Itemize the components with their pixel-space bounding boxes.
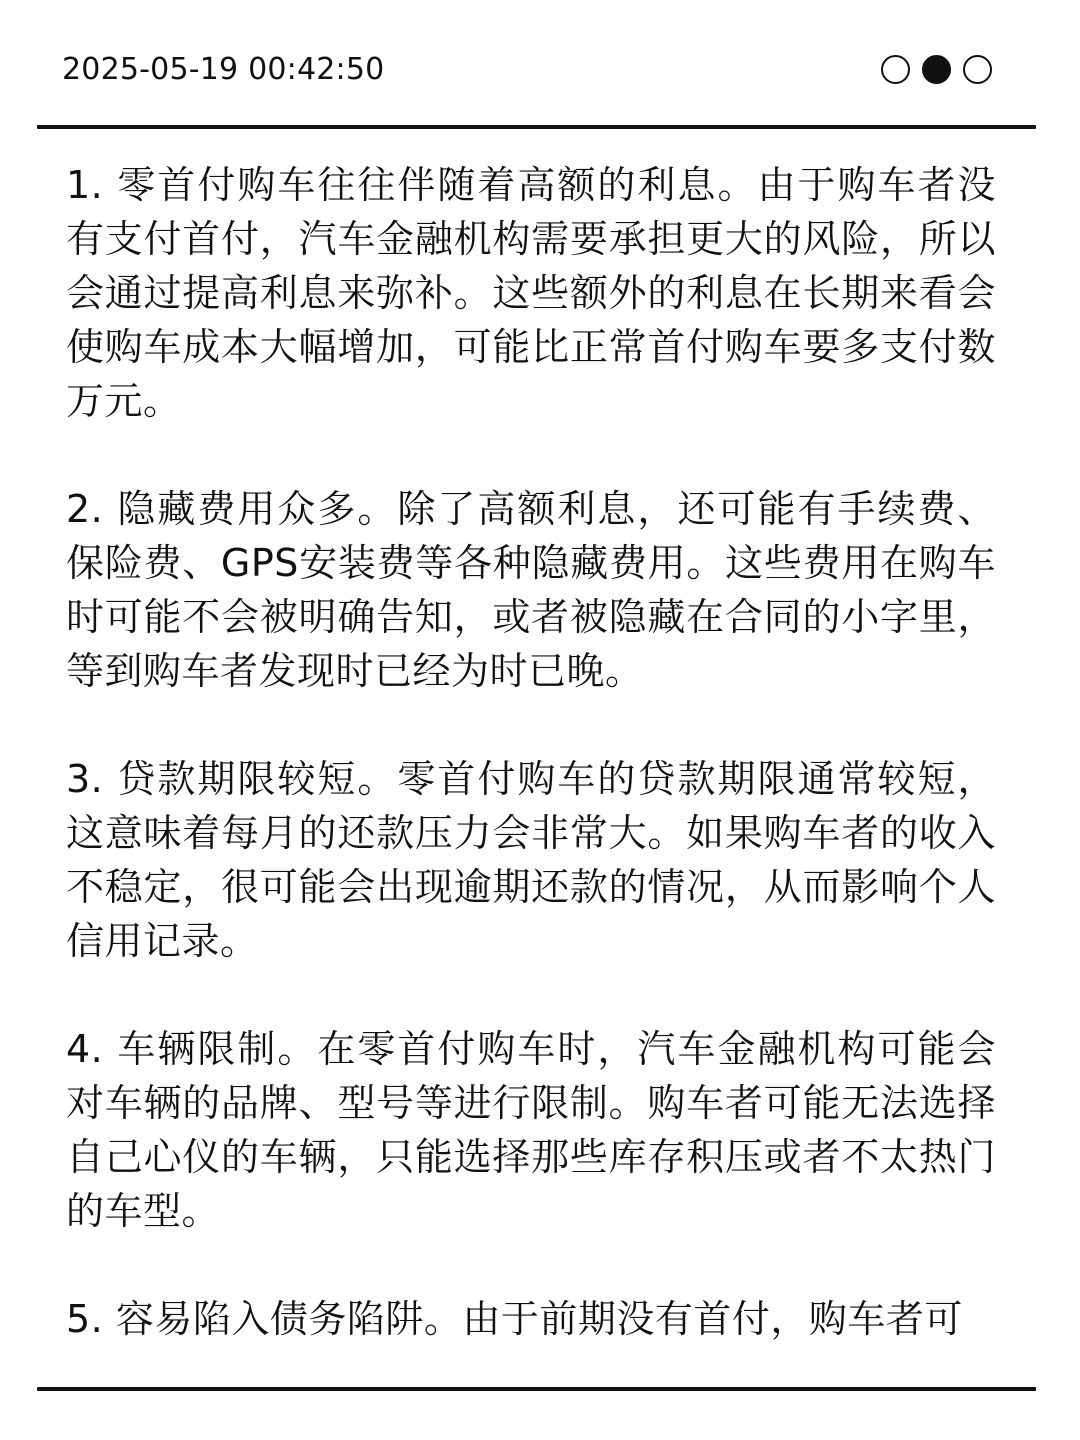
page-indicator	[881, 55, 992, 84]
top-divider	[37, 125, 1036, 129]
paragraph-4: 4. 车辆限制。在零首付购车时，汽车金融机构可能会对车辆的品牌、型号等进行限制。购车者可能无法选择自己心仪的车辆，只能选择那些库存积压或者不太热门的车型。	[66, 1027, 996, 1233]
article-body	[66, 158, 996, 1358]
bottom-divider	[37, 1387, 1036, 1391]
paragraph-5: 5. 容易陷入债务陷阱。由于前期没有首付，购车者可	[66, 1297, 963, 1341]
page-dot-2-active[interactable]	[922, 55, 951, 84]
paragraph-3: 3. 贷款期限较短。零首付购车的贷款期限通常较短，这意味着每月的还款压力会非常大。如果购车者的收入不稳定，很可能会出现逾期还款的情况，从而影响个人信用记录。	[66, 757, 996, 963]
paragraph-1: 1. 零首付购车往往伴随着高额的利息。由于购车者没有支付首付，汽车金融机构需要承担更大的风险，所以会通过提高利息来弥补。这些额外的利息在长期来看会使购车成本大幅增加，可能比正常首付购车要多支付数万元。	[66, 163, 996, 423]
header	[0, 0, 1080, 128]
paragraph-2: 2. 隐藏费用众多。除了高额利息，还可能有手续费、保险费、GPS安装费等各种隐藏费用。这些费用在购车时可能不会被明确告知，或者被隐藏在合同的小字里，等到购车者发现时已经为时已晚。	[66, 487, 996, 693]
page-dot-3[interactable]	[963, 55, 992, 84]
timestamp: 2025-05-19 00:42:50	[62, 52, 385, 87]
page-dot-1[interactable]	[881, 55, 910, 84]
